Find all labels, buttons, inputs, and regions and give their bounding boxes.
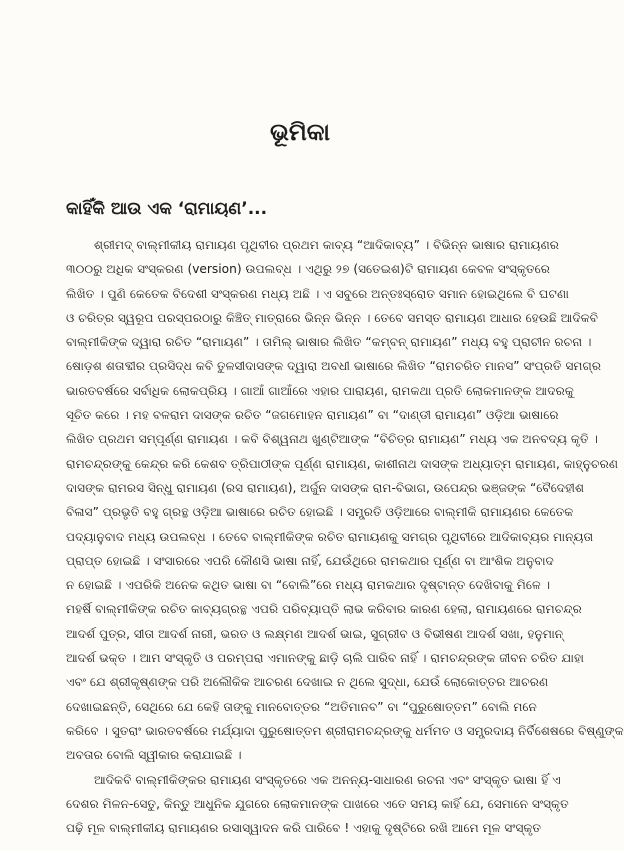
text-line: ଶ୍ରୀମଦ୍ ବାଲ୍ମୀକୀୟ ରାମାୟଣ ପୃଥିବୀର ପ୍ରଥମ କାବ୍ୟ “ଆଦିକାବ୍ୟ” । ବିଭିନ୍ନ ଭାଷାର ରାମାୟଣର: [94, 238, 560, 252]
page-title: ଭୂମିକା: [269, 118, 331, 146]
text-line: ଅବତାର ବୋଲି ସ୍ୱୀକାର କରାଯାଇଛି ।: [66, 748, 242, 763]
text-line: ଲିଖିତ ପ୍ରଥମ ସମ୍ପୂର୍ଣ୍ଣ ରାମାୟଣ । କବି ବିଶ୍ୱନାଥ ଖୁଣ୍ଟିଆଙ୍କ “ବିଚିତ୍ର ରାମାୟଣ” ମଧ୍ୟ ଏକ ଅନବଦ୍ୟ କୃତି ।: [66, 432, 598, 447]
text-line: ଓ ଚରିତ୍ର ସ୍ୱରୂପ ପରସ୍ପରଠାରୁ କିଞ୍ଚିତ୍ ମାତ୍ରାରେ ଭିନ୍ନ ଭିନ୍ନ । ତେବେ ସମସ୍ତ ରାମାୟଣ ଆଧାର ହେଉଛି ଆଦିକବି: [66, 310, 599, 325]
text-line: ଆଦର୍ଶ ଭକ୍ତ । ଆମ ସଂସ୍କୃତି ଓ ପରମ୍ପରା ଏମାନଙ୍କୁ ଛାଡ଼ି ଚାଲି ପାରିବ ନାହିଁ । ରାମଚନ୍ଦ୍ରଙ୍କ ଜୀବନ ଚରିତ ଯାହା: [66, 651, 584, 666]
text-line: ଷୋଡ଼ଶ ଶତାବ୍ଦୀର ପ୍ରସିଦ୍ଧ କବି ତୁଳସୀଦାସଙ୍କ ଦ୍ୱାରା ଅବଧୀ ଭାଷାରେ ଲିଖିତ “ରାମଚରିତ ମାନସ” ସଂପ୍ରତି ସମଗ୍ର: [66, 359, 602, 374]
body-text: [66, 233, 624, 840]
text-line: କରିବେ । ସୁତରାଂ ଭାରତବର୍ଷରେ ମର୍ଯ୍ୟାଦା ପୁରୁଷୋତ୍ତମ ଶ୍ରୀରାମଚନ୍ଦ୍ରଙ୍କୁ ଧର୍ମମତ ଓ ସମ୍ପ୍ରଦାୟ ନିର୍ବିଶେଷରେ ବିଷ୍ଣୁଙ୍କ: [66, 723, 624, 738]
text-line: ଲିଖିତ । ପୁଣି କେତେକ ବିଦେଶୀ ସଂସ୍କରଣ ମଧ୍ୟ ଅଛି । ଏ ସବୁରେ ଅନ୍ତଃସ୍ରୋତ ସମାନ ହୋଇଥିଲେ ବି ଘଟଣା: [66, 286, 569, 301]
text-line: ଦେଶର ମିଳନ-ସେତୁ, କିନ୍ତୁ ଆଧୁନିକ ଯୁଗରେ ଲୋକମାନଙ୍କ ପାଖରେ ଏତେ ସମୟ କାହିଁ ଯେ, ସେମାନେ ସଂସ୍କୃତ: [66, 796, 569, 811]
text-line: ପଦ୍ୟାନୁବାଦ ମଧ୍ୟ ଉପଲବ୍ଧ । ତେବେ ବାଲ୍ମୀକିଙ୍କ ରଚିତ ରାମାୟଣକୁ ସମଗ୍ର ପୃଥିବୀରେ ଆଦିକାବ୍ୟର ମାନ୍ୟତା: [66, 529, 594, 544]
text-line: ଆଦର୍ଶ ପୁତ୍ର, ସୀତା ଆଦର୍ଶ ନାରୀ, ଭରତ ଓ ଲକ୍ଷ୍ମଣ ଆଦର୍ଶ ଭାଇ, ସୁଗ୍ରୀବ ଓ ବିଭୀଷଣ ଆଦର୍ଶ ସଖା, ହନୁମାନ୍: [66, 626, 564, 641]
text-line: ପଢ଼ି ମୂଳ ବାଲ୍ମୀକୀୟ ରାମାୟଣର ରସାସ୍ୱାଦନ କରି ପାରିବେ ! ଏହାକୁ ଦୃଷ୍ଟିରେ ରଖି ଆମେ ମୂଳ ସଂସ୍କୃତ: [66, 821, 542, 836]
text-line: ବିଳାସ” ପ୍ରଭୃତି ବହୁ ଗ୍ରନ୍ଥ ଓଡ଼ିଆ ଭାଷାରେ ରଚିତ ହୋଇଛି । ସମ୍ପ୍ରତି ଓଡ଼ିଆରେ ବାଲ୍ମୀକି ରାମାୟଣର କେତେକ: [66, 505, 574, 520]
text-line: ବାଲ୍ମୀକିଙ୍କ ଦ୍ୱାରା ରଚିତ “ରାମାୟଣ” । ତାମିଲ୍ ଭାଷାର ଲିଖିତ “କମ୍ବନ୍ ରାମାୟଣ” ମଧ୍ୟ ବହୁ ପ୍ରାଚୀନ ରଚନା ।: [66, 335, 592, 350]
text-line: ଭାରତବର୍ଷରେ ସର୍ବାଧିକ ଲୋକପ୍ରିୟ । ଗାଆଁ ଗାଆଁରେ ଏହାର ପାରାୟଣ, ରାମକଥା ପ୍ରତି ଲୋକମାନଙ୍କ ଆଦରକୁ: [66, 383, 574, 398]
text-line: ଦାସଙ୍କ ରାମରସ ସିନ୍ଧୁ ରାମାୟଣ (ରସ ରାମାୟଣ), ଅର୍ଜୁନ ଦାସଙ୍କ ରାମ-ବିଭାଗ, ଉପେନ୍ଦ୍ର ଭଞ୍ଜଙ୍କ “ବୈଦେହୀଶ: [66, 480, 585, 495]
text-line: ରାମଚନ୍ଦ୍ରଙ୍କୁ କେନ୍ଦ୍ର କରି କେଶବ ତ୍ରିପାଠୀଙ୍କ ପୂର୍ଣ୍ଣ ରାମାୟଣ, କାଶୀନାଥ ଦାସଙ୍କ ଅଧ୍ୟାତ୍ମ ରାମାୟଣ, କାହ୍ନୁଚରଣ: [66, 456, 619, 471]
section-heading: କାହିଁକି ଆଉ ଏକ ‘ରାମାୟଣ’...: [66, 199, 268, 219]
text-line: ଦେଖାଇଛନ୍ତି, ସେଥିରେ ଯେ କେହି ତାଙ୍କୁ ମାନବୋତ୍ତର “ଅତିମାନବ” ବା “ପୁରୁଷୋତ୍ତମ” ବୋଲି ମନେ: [66, 699, 537, 714]
text-line: ଏବଂ ଯେ ଶ୍ରୀକୃଷ୍ଣଙ୍କ ପରି ଅଲୌକିକ ଆଚରଣ ଦେଖାଇ ନ ଥିଲେ ସୁଦ୍ଧା, ଯେଉଁ ଲୋକୋତ୍ତର ଆଚରଣ: [66, 675, 549, 690]
text-line: ନ ହୋଇଛି । ଏପରିକି ଅନେକ କଥିତ ଭାଷା ବା “ବୋଲି”ରେ ମଧ୍ୟ ରାମକଥାର ଦୃଷ୍ଟାନ୍ତ ଦେଖିବାକୁ ମିଳେ ।: [66, 578, 551, 593]
text-line: ୩୦୦ରୁ ଅଧିକ ସଂସ୍କରଣ (version) ଉପଲବ୍ଧ । ଏଥିରୁ ୨୭ (ସତେଇଶ)ଟି ରାମାୟଣ କେବଳ ସଂସ୍କୃତରେ: [66, 262, 550, 277]
text-line: ପ୍ରାପ୍ତ ହୋଇଛି । ସଂସାରରେ ଏପରି କୌଣସି ଭାଷା ନାହିଁ, ଯେଉଁଥିରେ ରାମକଥାର ପୂର୍ଣ୍ଣ ବା ଆଂଶିକ ଅନୁବାଦ: [66, 553, 554, 568]
text-line: ଆଦିକବି ବାଲ୍ମୀକିଙ୍କର ରାମାୟଣ ସଂସ୍କୃତରେ ଏକ ଅନନ୍ୟ-ସାଧାରଣ ରଚନା ଏବଂ ସଂସ୍କୃତ ଭାଷା ହିଁ ଏ: [94, 772, 561, 787]
text-line: ମହର୍ଷି ବାଲ୍ମୀକିଙ୍କ ରଚିତ କାବ୍ୟଗ୍ରନ୍ଥ ଏପରି ପରିବ୍ୟାପ୍ତି ଲାଭ କରିବାର କାରଣ ହେଲା, ରାମାୟଣରେ ରାମଚନ୍ଦ୍ର: [66, 602, 582, 617]
text-line: ସୂଚିତ କରେ । ମହ ବଳରାମ ଦାସଙ୍କ ରଚିତ “ଜଗମୋହନ ରାମାୟଣ” ବା “ଦାଣ୍ଡୀ ରାମାୟଣ” ଓଡ଼ିଆ ଭାଷାରେ: [66, 408, 559, 423]
